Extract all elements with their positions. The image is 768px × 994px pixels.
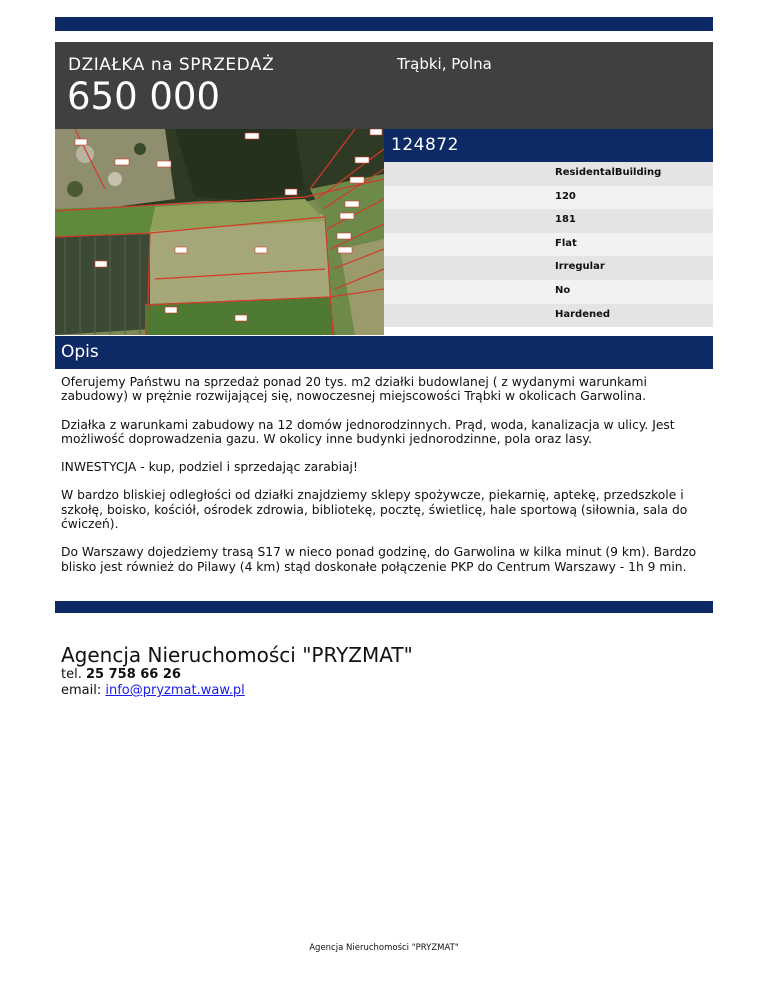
- listing-location: Trąbki, Polna: [397, 55, 492, 73]
- property-value: Irregular: [555, 261, 605, 273]
- property-value: Flat: [555, 237, 577, 249]
- description-paragraph: Oferujemy Państwu na sprzedaż ponad 20 tys. m2 działki budowlanej ( z wydanymi warunkami zabudowy) w prężnie rozwijającej się, nowoczesnej miejscowości Trąbki w okolicach Garwolina.: [61, 375, 647, 404]
- description-paragraph: W bardzo bliskiej odległości od działki znajdziemy sklepy spożywcze, piekarnię, aptekę, przedszkole i szkołę, boisko, kościół, ośrodek zdrowia, bibliotekę, pocztę, świetlicę, hale sportową (siłownia, sala do ćwiczeń).: [61, 488, 688, 532]
- agency-phone-line: [61, 667, 413, 683]
- property-row: [384, 256, 713, 280]
- email-label: email:: [61, 683, 102, 698]
- property-value: Hardened: [555, 308, 611, 320]
- description-paragraph: Działka z warunkami zabudowy na 12 domów jednorodzinnych. Prąd, woda, kanalizacja w ulicy. Jest możliwość doprowadzenia gazu. W okolicy inne budynki jednorodzinne, pola oraz lasy.: [61, 417, 675, 446]
- top-accent-bar: [55, 17, 713, 31]
- property-row: [384, 280, 713, 304]
- property-value: No: [555, 284, 571, 296]
- property-list: [384, 162, 713, 327]
- page-footer: Agencja Nieruchomości "PRYZMAT": [309, 943, 459, 953]
- property-value: 120: [555, 190, 576, 202]
- property-row: [384, 233, 713, 257]
- property-value: 181: [555, 214, 576, 226]
- listing-type: DZIAŁKA na SPRZEDAŻ: [68, 55, 275, 75]
- agency-phone: 25 758 66 26: [85, 667, 181, 682]
- phone-label: tel.: [61, 667, 82, 682]
- agency-email-line: [61, 683, 413, 699]
- plot-aerial-photo: [55, 129, 384, 335]
- description-heading-bar: [55, 336, 713, 369]
- description-text: [61, 375, 709, 588]
- description-paragraph: INWESTYCJA - kup, podziel i sprzedając zarabiaj!: [61, 460, 358, 475]
- listing-header: [55, 42, 713, 129]
- property-row: [384, 304, 713, 328]
- property-row: [384, 162, 713, 186]
- listing-price: 650 000: [67, 75, 221, 118]
- property-row: [384, 209, 713, 233]
- agency-name: Agencja Nieruchomości "PRYZMAT": [61, 643, 413, 667]
- description-heading: Opis: [61, 342, 99, 362]
- listing-id-bar: [384, 129, 713, 162]
- agency-email-link[interactable]: info@pryzmat.waw.pl: [105, 683, 245, 698]
- property-row: [384, 186, 713, 210]
- description-paragraph: Do Warszawy dojedziemy trasą S17 w nieco ponad godzinę, do Garwolina w kilka minut (9 km). Bardzo blisko jest również do Pilawy (4 km) stąd doskonałe połączenie PKP do Centrum Warszawy - 1h 9 min.: [61, 545, 697, 574]
- listing-id: 124872: [391, 135, 459, 155]
- property-value: ResidentalBuilding: [555, 167, 662, 178]
- agency-contact: [61, 643, 413, 699]
- bottom-accent-bar: [55, 601, 713, 613]
